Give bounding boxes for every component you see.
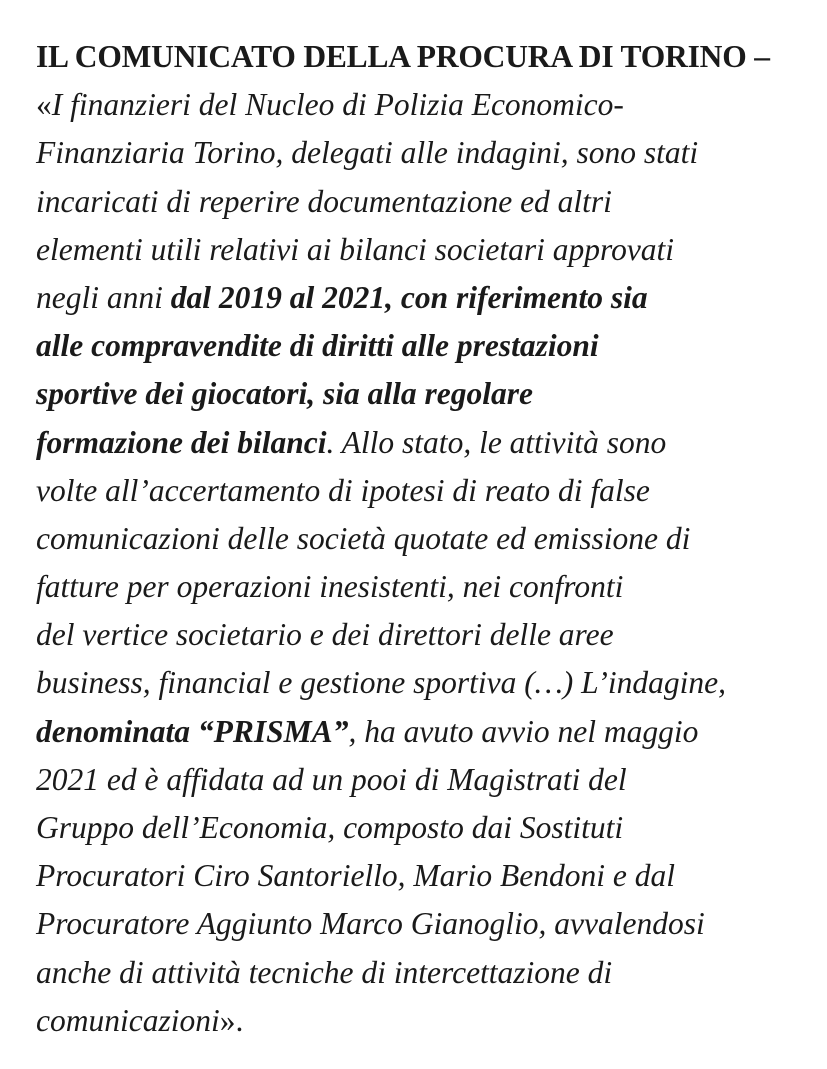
text-segment: « [36,87,52,123]
text-segment: negli anni [36,279,171,315]
text-segment: anche di attività tecniche di intercettazione di [36,954,613,990]
text-segment: 2021 ed è affidata ad un pooi di Magistrati del [36,761,627,797]
quote-line [36,274,806,322]
quote-line [36,226,806,274]
quote-line [36,756,806,804]
bold-text-segment: formazione dei bilanci [36,424,327,460]
quote-line [36,900,806,948]
text-segment: , ha avuto avvio nel maggio [348,713,699,749]
quote-line [36,997,806,1045]
text-segment: Finanziaria Torino, delegati alle indagini, sono stati [36,135,699,171]
text-segment: fatture per operazioni inesistenti, nei confronti [36,569,624,605]
text-segment: comunicazioni delle società quotate ed emissione di [36,520,691,556]
quote-line [36,804,806,852]
article-heading: IL COMUNICATO DELLA PROCURA DI TORINO – [36,39,770,74]
quote-line [36,515,806,563]
bold-text-segment: dal 2019 al 2021, con riferimento sia [170,279,648,315]
text-segment: elementi utili relativi ai bilanci societari approvati [36,231,675,267]
text-segment: I finanzieri del Nucleo di Polizia Economico- [51,87,624,123]
quote-line [36,81,806,129]
article-text [36,33,806,1045]
text-segment: volte all’accertamento di ipotesi di reato di false [36,472,650,508]
text-segment: . Allo stato, le attività sono [326,424,667,460]
bold-text-segment: alle compravendite di diritti alle prestazioni [36,328,599,364]
quote-line [36,563,806,611]
quote-line [36,129,806,177]
quote-line [36,467,806,515]
text-segment: comunicazioni [36,1002,220,1038]
quote-line [36,322,806,370]
quote-line [36,611,806,659]
text-segment: incaricati di reperire documentazione ed altri [36,183,612,219]
text-segment: business, financial e gestione sportiva (…) L’indagine, [36,665,727,701]
bold-text-segment: sportive dei giocatori, sia alla regolare [36,376,533,412]
quote-line [36,178,806,226]
quote-line [36,852,806,900]
text-segment: Procuratore Aggiunto Marco Gianoglio, avvalendosi [36,906,705,942]
text-segment: Procuratori Ciro Santoriello, Mario Bendoni e dal [36,858,676,894]
bold-text-segment: denominata “PRISMA” [36,713,349,749]
quote-line [36,419,806,467]
text-segment: Gruppo dell’Economia, composto dai Sostituti [36,810,624,845]
text-segment: del vertice societario e dei direttori delle aree [36,617,614,653]
quote-line [36,370,806,418]
quote-line [36,708,806,756]
quote-line [36,949,806,997]
text-segment: ». [219,1002,244,1038]
quote-line [36,659,806,707]
